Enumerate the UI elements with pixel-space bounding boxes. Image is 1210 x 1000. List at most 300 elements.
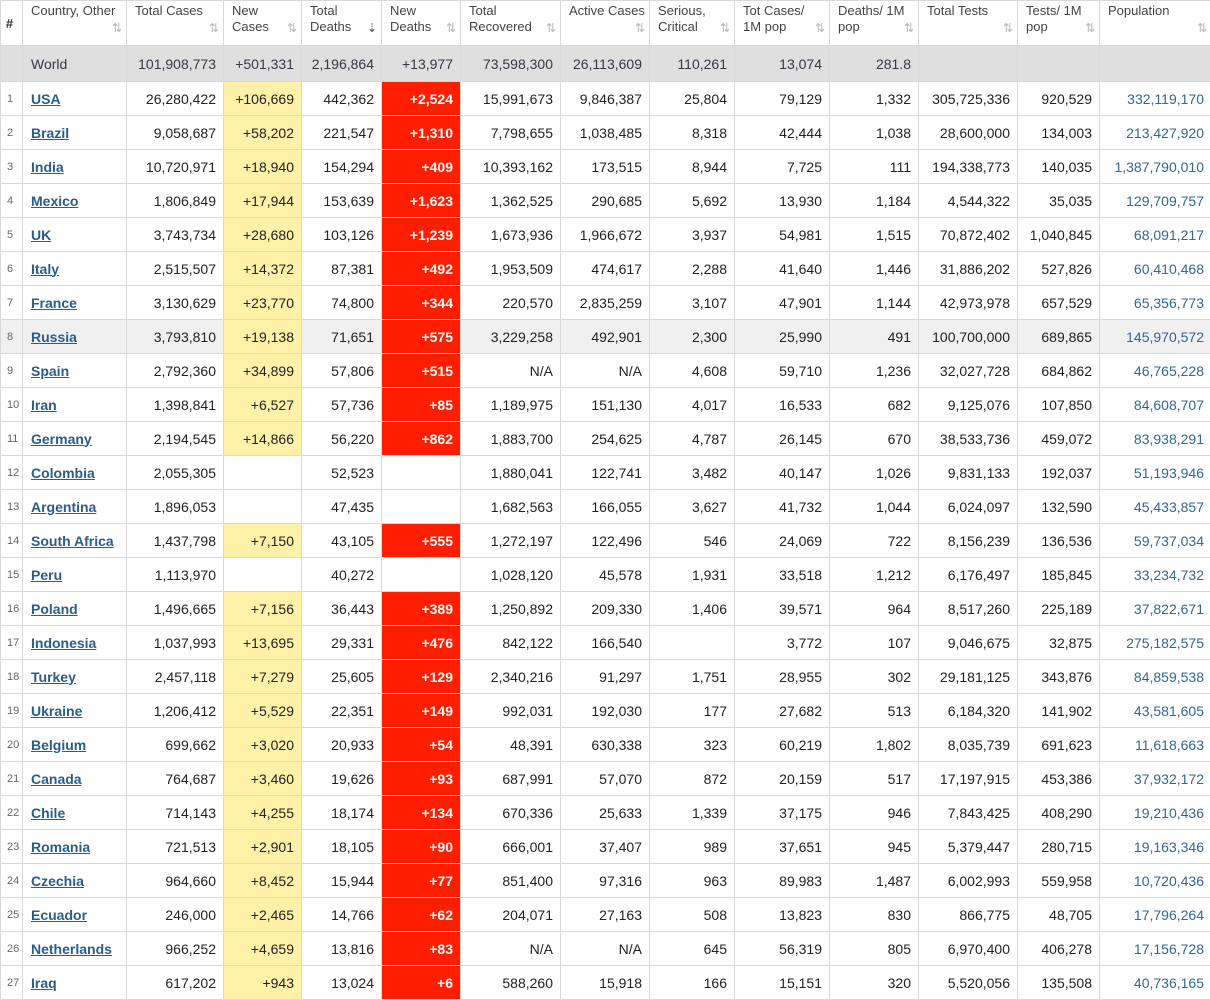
population-cell: 51,193,946 <box>1100 456 1210 490</box>
total-recovered-cell: 1,673,936 <box>461 218 561 252</box>
sort-icon[interactable]: ⇅ <box>287 20 295 36</box>
country-link[interactable]: Ukraine <box>31 703 82 719</box>
total-deaths-cell: 103,126 <box>302 218 382 252</box>
country-cell <box>23 796 127 830</box>
column-header-new-cases[interactable] <box>224 1 302 46</box>
total-recovered-cell: 10,393,162 <box>461 150 561 184</box>
total-recovered-cell: 3,229,258 <box>461 320 561 354</box>
cases-per-million-cell: 13,930 <box>735 184 830 218</box>
active-cases-cell: 9,846,387 <box>561 82 650 116</box>
new-deaths-cell: +1,239 <box>382 218 461 252</box>
row-number: 20 <box>1 728 23 762</box>
cases-per-million-cell: 16,533 <box>735 388 830 422</box>
cases-per-million-cell: 15,151 <box>735 966 830 1000</box>
total-tests-cell: 38,533,736 <box>919 422 1018 456</box>
sort-icon[interactable]: ⇅ <box>720 20 728 36</box>
deaths-per-million-cell: 491 <box>830 320 919 354</box>
serious-critical-cell: 3,107 <box>650 286 735 320</box>
total-cases-cell: 2,457,118 <box>127 660 224 694</box>
column-header-population[interactable] <box>1100 1 1210 46</box>
deaths-per-million-cell: 1,184 <box>830 184 919 218</box>
deaths-per-million-cell: 1,236 <box>830 354 919 388</box>
total-deaths-cell: 13,024 <box>302 966 382 1000</box>
column-header-label: Population <box>1108 3 1207 19</box>
new-cases-cell: +4,659 <box>224 932 302 966</box>
sort-icon[interactable]: ⇅ <box>209 20 217 36</box>
active-cases-cell: 1,966,672 <box>561 218 650 252</box>
tests-per-million-cell: 48,705 <box>1018 898 1100 932</box>
total-tests-cell: 42,973,978 <box>919 286 1018 320</box>
total-cases-cell: 3,793,810 <box>127 320 224 354</box>
sort-icon[interactable]: ⇅ <box>1197 20 1205 36</box>
country-link[interactable]: Canada <box>31 771 82 787</box>
deaths-per-million-cell: 946 <box>830 796 919 830</box>
new-deaths-cell: +492 <box>382 252 461 286</box>
total-cases-cell: 1,206,412 <box>127 694 224 728</box>
total-recovered-cell: 7,798,655 <box>461 116 561 150</box>
country-link[interactable]: India <box>31 159 64 175</box>
new-cases-cell: +6,527 <box>224 388 302 422</box>
column-header-label: Serious, Critical <box>658 3 730 35</box>
new-cases-cell: +13,695 <box>224 626 302 660</box>
new-cases-cell: +14,866 <box>224 422 302 456</box>
deaths-per-million-cell: 682 <box>830 388 919 422</box>
new-cases-cell <box>224 558 302 592</box>
total-recovered-cell: 2,340,216 <box>461 660 561 694</box>
country-link[interactable]: Poland <box>31 601 78 617</box>
population-cell: 83,938,291 <box>1100 422 1210 456</box>
country-link[interactable]: South Africa <box>31 533 114 549</box>
country-link[interactable]: France <box>31 295 77 311</box>
country-cell <box>23 252 127 286</box>
country-link[interactable]: Brazil <box>31 125 69 141</box>
cases-per-million-cell: 25,990 <box>735 320 830 354</box>
total-recovered-cell: 204,071 <box>461 898 561 932</box>
new-deaths-cell: +77 <box>382 864 461 898</box>
total-deaths-cell: 15,944 <box>302 864 382 898</box>
column-header-new-deaths[interactable] <box>382 1 461 46</box>
cases-per-million-cell: 47,901 <box>735 286 830 320</box>
cases-per-million-cell: 41,640 <box>735 252 830 286</box>
total-recovered-cell: 1,189,975 <box>461 388 561 422</box>
total-deaths-cell: 154,294 <box>302 150 382 184</box>
tests-per-million-cell: 689,865 <box>1018 320 1100 354</box>
table-row <box>1 82 1210 116</box>
row-number: 3 <box>1 150 23 184</box>
new-cases-cell: +23,770 <box>224 286 302 320</box>
active-cases-cell: 474,617 <box>561 252 650 286</box>
table-row <box>1 966 1210 1000</box>
country-link[interactable]: Spain <box>31 363 69 379</box>
new-deaths-cell: +575 <box>382 320 461 354</box>
tests-per-million-cell: 185,845 <box>1018 558 1100 592</box>
population-cell: 332,119,170 <box>1100 82 1210 116</box>
table-row <box>1 184 1210 218</box>
new-cases-cell: +501,331 <box>224 46 302 82</box>
country-link[interactable]: Germany <box>31 431 92 447</box>
country-cell <box>23 592 127 626</box>
active-cases-cell: 37,407 <box>561 830 650 864</box>
new-deaths-cell <box>382 456 461 490</box>
population-cell: 84,608,707 <box>1100 388 1210 422</box>
total-cases-cell: 3,130,629 <box>127 286 224 320</box>
row-number: 21 <box>1 762 23 796</box>
total-recovered-cell: 15,991,673 <box>461 82 561 116</box>
deaths-per-million-cell: 320 <box>830 966 919 1000</box>
total-recovered-cell: 220,570 <box>461 286 561 320</box>
new-cases-cell: +4,255 <box>224 796 302 830</box>
total-deaths-cell: 20,933 <box>302 728 382 762</box>
table-row <box>1 524 1210 558</box>
total-recovered-cell: 842,122 <box>461 626 561 660</box>
tests-per-million-cell: 657,529 <box>1018 286 1100 320</box>
cases-per-million-cell: 40,147 <box>735 456 830 490</box>
deaths-per-million-cell: 945 <box>830 830 919 864</box>
total-recovered-cell: 588,260 <box>461 966 561 1000</box>
country-link[interactable]: USA <box>31 91 61 107</box>
total-cases-cell: 714,143 <box>127 796 224 830</box>
new-deaths-cell: +515 <box>382 354 461 388</box>
column-header-label: Country, Other <box>31 3 122 19</box>
total-tests-cell <box>919 46 1018 82</box>
total-tests-cell: 6,184,320 <box>919 694 1018 728</box>
total-deaths-cell: 14,766 <box>302 898 382 932</box>
total-deaths-cell: 87,381 <box>302 252 382 286</box>
total-cases-cell: 617,202 <box>127 966 224 1000</box>
cases-per-million-cell: 59,710 <box>735 354 830 388</box>
deaths-per-million-cell: 964 <box>830 592 919 626</box>
serious-critical-cell: 963 <box>650 864 735 898</box>
deaths-per-million-cell: 1,802 <box>830 728 919 762</box>
column-header-cases-per-million[interactable] <box>735 1 830 46</box>
column-header-tests-per-million[interactable] <box>1018 1 1100 46</box>
population-cell: 1,387,790,010 <box>1100 150 1210 184</box>
serious-critical-cell: 2,300 <box>650 320 735 354</box>
new-cases-cell: +58,202 <box>224 116 302 150</box>
population-cell: 275,182,575 <box>1100 626 1210 660</box>
cases-per-million-cell: 56,319 <box>735 932 830 966</box>
country-link[interactable]: Italy <box>31 261 59 277</box>
table-row <box>1 150 1210 184</box>
total-tests-cell: 9,125,076 <box>919 388 1018 422</box>
serious-critical-cell: 25,804 <box>650 82 735 116</box>
table-row <box>1 728 1210 762</box>
row-number: 15 <box>1 558 23 592</box>
table-row <box>1 830 1210 864</box>
cases-per-million-cell: 60,219 <box>735 728 830 762</box>
country-cell <box>23 558 127 592</box>
total-cases-cell: 721,513 <box>127 830 224 864</box>
new-deaths-cell: +93 <box>382 762 461 796</box>
new-deaths-cell: +54 <box>382 728 461 762</box>
column-header-total-deaths[interactable] <box>302 1 382 46</box>
total-tests-cell: 28,600,000 <box>919 116 1018 150</box>
tests-per-million-cell: 406,278 <box>1018 932 1100 966</box>
sort-icon[interactable]: ⇅ <box>1085 20 1093 36</box>
country-link[interactable]: Turkey <box>31 669 76 685</box>
population-cell: 65,356,773 <box>1100 286 1210 320</box>
row-number: 11 <box>1 422 23 456</box>
country-link[interactable]: Colombia <box>31 465 95 481</box>
total-recovered-cell: 666,001 <box>461 830 561 864</box>
column-header-label: Active Cases <box>569 3 645 19</box>
cases-per-million-cell: 28,955 <box>735 660 830 694</box>
tests-per-million-cell: 920,529 <box>1018 82 1100 116</box>
total-deaths-cell: 25,605 <box>302 660 382 694</box>
new-cases-cell: +943 <box>224 966 302 1000</box>
deaths-per-million-cell: 111 <box>830 150 919 184</box>
table-row <box>1 422 1210 456</box>
new-cases-cell: +14,372 <box>224 252 302 286</box>
new-deaths-cell: +555 <box>382 524 461 558</box>
new-deaths-cell: +85 <box>382 388 461 422</box>
population-cell: 19,163,346 <box>1100 830 1210 864</box>
row-number: 24 <box>1 864 23 898</box>
column-header-label: Total Tests <box>927 3 1013 19</box>
column-header-total-recovered[interactable] <box>461 1 561 46</box>
total-tests-cell: 7,843,425 <box>919 796 1018 830</box>
cases-per-million-cell: 27,682 <box>735 694 830 728</box>
column-header-label: Total Deaths <box>310 3 377 35</box>
table-row <box>1 660 1210 694</box>
population-cell: 45,433,857 <box>1100 490 1210 524</box>
active-cases-cell: 26,113,609 <box>561 46 650 82</box>
cases-per-million-cell: 79,129 <box>735 82 830 116</box>
country-link[interactable]: Iraq <box>31 975 57 991</box>
country-link[interactable]: Peru <box>31 567 62 583</box>
table-row <box>1 456 1210 490</box>
total-cases-cell: 1,398,841 <box>127 388 224 422</box>
serious-critical-cell: 1,406 <box>650 592 735 626</box>
population-cell: 68,091,217 <box>1100 218 1210 252</box>
serious-critical-cell: 4,787 <box>650 422 735 456</box>
total-tests-cell: 70,872,402 <box>919 218 1018 252</box>
serious-critical-cell: 323 <box>650 728 735 762</box>
world-total-row <box>1 46 1210 82</box>
row-number: 10 <box>1 388 23 422</box>
total-deaths-cell: 36,443 <box>302 592 382 626</box>
total-deaths-cell: 71,651 <box>302 320 382 354</box>
column-header-num[interactable] <box>1 1 23 46</box>
table-body <box>1 46 1210 1000</box>
serious-critical-cell: 166 <box>650 966 735 1000</box>
total-deaths-cell: 40,272 <box>302 558 382 592</box>
row-number: 19 <box>1 694 23 728</box>
total-cases-cell: 1,113,970 <box>127 558 224 592</box>
sort-icon[interactable]: ⇅ <box>1003 20 1011 36</box>
total-tests-cell: 6,002,993 <box>919 864 1018 898</box>
population-cell: 213,427,920 <box>1100 116 1210 150</box>
cases-per-million-cell: 54,981 <box>735 218 830 252</box>
tests-per-million-cell: 35,035 <box>1018 184 1100 218</box>
new-cases-cell: +28,680 <box>224 218 302 252</box>
country-link[interactable]: Mexico <box>31 193 78 209</box>
deaths-per-million-cell: 670 <box>830 422 919 456</box>
active-cases-cell: 173,515 <box>561 150 650 184</box>
row-number: 17 <box>1 626 23 660</box>
total-recovered-cell: 1,682,563 <box>461 490 561 524</box>
sort-icon[interactable]: ⇅ <box>112 20 120 36</box>
new-deaths-cell: +149 <box>382 694 461 728</box>
table-row <box>1 898 1210 932</box>
serious-critical-cell: 872 <box>650 762 735 796</box>
country-link[interactable]: Ecuador <box>31 907 87 923</box>
table-row <box>1 558 1210 592</box>
sort-icon[interactable]: ⇅ <box>546 20 554 36</box>
country-cell <box>23 456 127 490</box>
population-cell: 46,765,228 <box>1100 354 1210 388</box>
country-link[interactable]: UK <box>31 227 51 243</box>
total-cases-cell: 966,252 <box>127 932 224 966</box>
row-number: 8 <box>1 320 23 354</box>
total-recovered-cell: 687,991 <box>461 762 561 796</box>
country-link[interactable]: Czechia <box>31 873 84 889</box>
row-number: 27 <box>1 966 23 1000</box>
new-deaths-cell: +2,524 <box>382 82 461 116</box>
column-header-total-tests[interactable] <box>919 1 1018 46</box>
column-header-label: New Deaths <box>390 3 456 35</box>
country-cell <box>23 728 127 762</box>
table-row <box>1 796 1210 830</box>
total-cases-cell: 10,720,971 <box>127 150 224 184</box>
total-recovered-cell: 1,028,120 <box>461 558 561 592</box>
new-deaths-cell: +134 <box>382 796 461 830</box>
column-header-total-cases[interactable] <box>127 1 224 46</box>
tests-per-million-cell: 527,826 <box>1018 252 1100 286</box>
population-cell: 59,737,034 <box>1100 524 1210 558</box>
total-deaths-cell: 153,639 <box>302 184 382 218</box>
total-deaths-cell: 74,800 <box>302 286 382 320</box>
total-cases-cell: 1,037,993 <box>127 626 224 660</box>
total-recovered-cell: N/A <box>461 932 561 966</box>
tests-per-million-cell: 408,290 <box>1018 796 1100 830</box>
country-link[interactable]: Argentina <box>31 499 96 515</box>
total-recovered-cell: 48,391 <box>461 728 561 762</box>
total-cases-cell: 101,908,773 <box>127 46 224 82</box>
country-cell <box>23 626 127 660</box>
country-link[interactable]: Indonesia <box>31 635 96 651</box>
table-row <box>1 626 1210 660</box>
active-cases-cell: 122,496 <box>561 524 650 558</box>
serious-critical-cell: 5,692 <box>650 184 735 218</box>
active-cases-cell: 27,163 <box>561 898 650 932</box>
country-link[interactable]: Chile <box>31 805 65 821</box>
sort-desc-icon[interactable]: ⇣ <box>367 20 375 36</box>
total-deaths-cell: 19,626 <box>302 762 382 796</box>
total-recovered-cell: 1,880,041 <box>461 456 561 490</box>
row-number: 5 <box>1 218 23 252</box>
column-header-label: Tot Cases/ 1M pop <box>743 3 825 35</box>
new-deaths-cell <box>382 558 461 592</box>
country-cell <box>23 830 127 864</box>
country-link[interactable]: Iran <box>31 397 57 413</box>
serious-critical-cell: 3,482 <box>650 456 735 490</box>
active-cases-cell: 209,330 <box>561 592 650 626</box>
country-link[interactable]: Netherlands <box>31 941 112 957</box>
country-link[interactable]: Romania <box>31 839 90 855</box>
total-tests-cell: 6,176,497 <box>919 558 1018 592</box>
population-cell: 37,932,172 <box>1100 762 1210 796</box>
column-header-deaths-per-million[interactable] <box>830 1 919 46</box>
serious-critical-cell: 110,261 <box>650 46 735 82</box>
total-tests-cell: 100,700,000 <box>919 320 1018 354</box>
column-header-country[interactable] <box>23 1 127 46</box>
row-number: 9 <box>1 354 23 388</box>
tests-per-million-cell: 684,862 <box>1018 354 1100 388</box>
deaths-per-million-cell: 1,144 <box>830 286 919 320</box>
total-tests-cell: 194,338,773 <box>919 150 1018 184</box>
deaths-per-million-cell: 1,044 <box>830 490 919 524</box>
total-deaths-cell: 52,523 <box>302 456 382 490</box>
cases-per-million-cell: 13,074 <box>735 46 830 82</box>
sort-icon[interactable]: ⇅ <box>635 20 643 36</box>
country-cell <box>23 286 127 320</box>
column-header-active-cases[interactable] <box>561 1 650 46</box>
sort-icon[interactable]: ⇅ <box>446 20 454 36</box>
new-deaths-cell: +129 <box>382 660 461 694</box>
country-cell <box>23 660 127 694</box>
tests-per-million-cell: 1,040,845 <box>1018 218 1100 252</box>
deaths-per-million-cell: 517 <box>830 762 919 796</box>
serious-critical-cell: 1,339 <box>650 796 735 830</box>
total-cases-cell: 1,806,849 <box>127 184 224 218</box>
population-cell: 43,581,605 <box>1100 694 1210 728</box>
total-tests-cell: 8,517,260 <box>919 592 1018 626</box>
active-cases-cell: 151,130 <box>561 388 650 422</box>
total-deaths-cell: 22,351 <box>302 694 382 728</box>
sort-icon[interactable]: ⇅ <box>815 20 823 36</box>
total-deaths-cell: 56,220 <box>302 422 382 456</box>
row-number: 7 <box>1 286 23 320</box>
table-row <box>1 286 1210 320</box>
total-tests-cell: 9,046,675 <box>919 626 1018 660</box>
deaths-per-million-cell: 107 <box>830 626 919 660</box>
column-header-serious-critical[interactable] <box>650 1 735 46</box>
active-cases-cell: N/A <box>561 932 650 966</box>
total-recovered-cell: 1,272,197 <box>461 524 561 558</box>
sort-icon[interactable]: ⇅ <box>904 20 912 36</box>
population-cell: 17,156,728 <box>1100 932 1210 966</box>
active-cases-cell: 97,316 <box>561 864 650 898</box>
total-cases-cell: 2,055,305 <box>127 456 224 490</box>
total-cases-cell: 246,000 <box>127 898 224 932</box>
tests-per-million-cell: 192,037 <box>1018 456 1100 490</box>
serious-critical-cell: 1,931 <box>650 558 735 592</box>
total-recovered-cell: 1,362,525 <box>461 184 561 218</box>
cases-per-million-cell: 37,651 <box>735 830 830 864</box>
total-deaths-cell: 18,105 <box>302 830 382 864</box>
country-link[interactable]: Russia <box>31 329 77 345</box>
country-cell <box>23 898 127 932</box>
serious-critical-cell: 8,318 <box>650 116 735 150</box>
deaths-per-million-cell: 1,038 <box>830 116 919 150</box>
country-link[interactable]: Belgium <box>31 737 86 753</box>
deaths-per-million-cell: 1,026 <box>830 456 919 490</box>
tests-per-million-cell: 225,189 <box>1018 592 1100 626</box>
column-header-label: Deaths/ 1M pop <box>838 3 914 35</box>
country-cell <box>23 762 127 796</box>
cases-per-million-cell: 41,732 <box>735 490 830 524</box>
new-cases-cell: +2,901 <box>224 830 302 864</box>
country-cell <box>23 320 127 354</box>
row-number: 4 <box>1 184 23 218</box>
total-cases-cell: 9,058,687 <box>127 116 224 150</box>
active-cases-cell: 290,685 <box>561 184 650 218</box>
new-cases-cell <box>224 490 302 524</box>
table-row <box>1 490 1210 524</box>
country-cell <box>23 932 127 966</box>
country-cell <box>23 184 127 218</box>
